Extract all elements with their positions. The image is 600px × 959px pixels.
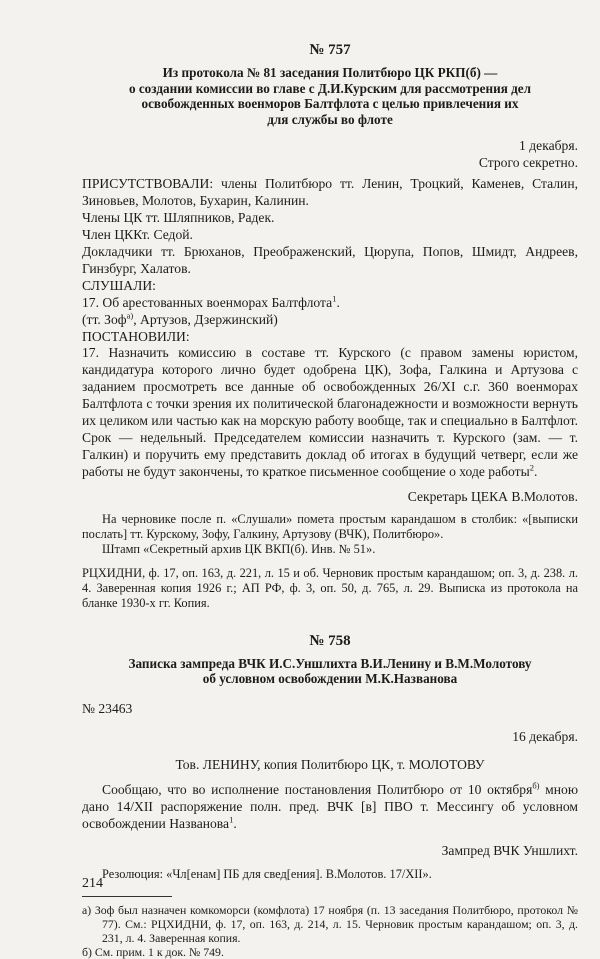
doc-757-title — [82, 65, 578, 127]
doc-758-body: Сообщаю, что во исполнение постановления Политбюро от 10 октября$^{б)}$ мною дано 14/XII распоряжение полн. пред. ВЧК [в] ПВО т. Мессингу об условном освобождении Названова$^1$. — [82, 780, 578, 831]
footnote-ref: а) — [126, 310, 134, 321]
decided-text: 17. Назначить комиссию в составе тт. Курского (с правом замены юристом, кандидатура которого лично будет одобрена ЦК), Зофа, Галкина и Артузова с заданием просмотреть все данные об освобожденных 26/XI с.г. 360 военморах Балтфлота с точки зрения их политической благонадежности и возможности вернуть их целиком или частью как на морскую работу вообще, так и специально в Балтфлот. Срок — недельный. Председателем комиссии назначить т. Курского (зам. — т. Галкин) и поручить ему представить доклад об итогах в будущий четверг, если же работы не будут закончены, то краткое письменное сообщение о ходе работы$^2$. — [82, 345, 578, 479]
doc-757-number: № 757 — [309, 42, 351, 58]
footnote-ref: 1 — [332, 293, 337, 304]
doc-758-addressee: Тов. ЛЕНИНУ, копия Политбюро ЦК, т. МОЛОТОВУ — [175, 756, 485, 772]
doc-757-secrecy: Строго секретно. — [478, 155, 578, 171]
doc-757-title-line: о создании комиссии во главе с Д.И.Курским для рассмотрения дел — [128, 80, 532, 96]
decided-label: ПОСТАНОВИЛИ: — [82, 328, 190, 344]
present-cc-members: Члены ЦК тт. Шляпников, Радек. — [82, 210, 275, 226]
doc-758-resolution: Резолюция: «Чл[енам] ПБ для свед[ения]. В.Молотов. 17/XII». — [102, 867, 432, 882]
present-speakers: Докладчики тт. Брюханов, Преображенский, Цюрупа, Попов, Шмидт, Андреев, Гинзбург, Халатов. — [82, 244, 578, 276]
footnote-b: б) См. прим. 1 к док. № 749. — [82, 945, 224, 959]
present-ckk-member: Член ЦККт. Седой. — [82, 227, 193, 243]
doc-758-signature: Зампред ВЧК Уншлихт. — [441, 843, 578, 859]
doc-758-title-line: об условном освобождении М.К.Названова — [202, 671, 458, 687]
heard-label: СЛУШАЛИ: — [82, 277, 156, 293]
doc-758-date: 16 декабря. — [512, 728, 578, 744]
heard-people: (тт. Зоф$^{а)}$, Артузов, Дзержинский) — [82, 310, 278, 327]
doc-758-outgoing-number: № 23463 — [82, 700, 133, 716]
doc-758-number: № 758 — [309, 632, 351, 649]
doc-757-date: 1 декабря. — [519, 138, 578, 154]
footnote-ref: 1 — [229, 813, 234, 824]
doc-757-signature: Секретарь ЦЕКА В.Молотов. — [407, 488, 578, 504]
page-number: 214 — [82, 876, 103, 891]
doc-758-title-line: Записка зампреда ВЧК И.С.Уншлихта В.И.Ленину и В.М.Молотову — [128, 655, 532, 671]
footnote-ref: б) — [532, 780, 540, 791]
footnote-ref: 2 — [529, 462, 534, 473]
doc-758-title — [82, 656, 578, 687]
doc-757-title-line: для службы во флоте — [267, 111, 393, 127]
heard-item: 17. Об арестованных военморах Балтфлота$^1$. — [82, 293, 340, 310]
present-members: ПРИСУТСТВОВАЛИ: члены Политбюро тт. Ленин, Троцкий, Каменев, Сталин, Зиновьев, Молотов, Бухарин, Калинин. — [82, 176, 578, 209]
footnote-divider — [82, 896, 172, 897]
doc-757-title-line: освобожденных военморов Балтфлота с целью привлечения их — [141, 96, 519, 112]
doc-757-title-line: Из протокола № 81 заседания Политбюро ЦК РКП(б) — — [162, 65, 498, 80]
footnote-a: а) Зоф был назначен комкоморси (комфлота) 17 ноября (п. 13 заседания Политбюро, протокол № 77). См.: РЦХИДНИ, ф. 17, оп. 163, д. 214, л. 15. Черновик простым карандашом; оп. 3, д. 231, л. 4. Заверенная копия. — [82, 903, 578, 946]
stamp-note: Штамп «Секретный архив ЦК ВКП(б). Инв. № 51». — [102, 541, 376, 556]
archive-reference: РЦХИДНИ, ф. 17, оп. 163, д. 221, л. 15 и об. Черновик простым карандашом; оп. 3, д. 238. л. 4. Заверенная копия 1926 г.; АП РФ, ф. 3, оп. 50, д. 765, л. 29. Выписка из протокола на бланке 1930-х гг. Копия. — [82, 565, 578, 610]
draft-note: На черновике после п. «Слушали» помета простым карандашом в столбик: «[выписки послать] тт. Курскому, Зофу, Галкину, Артузову (ВЧК), Политбюро». — [82, 511, 578, 541]
